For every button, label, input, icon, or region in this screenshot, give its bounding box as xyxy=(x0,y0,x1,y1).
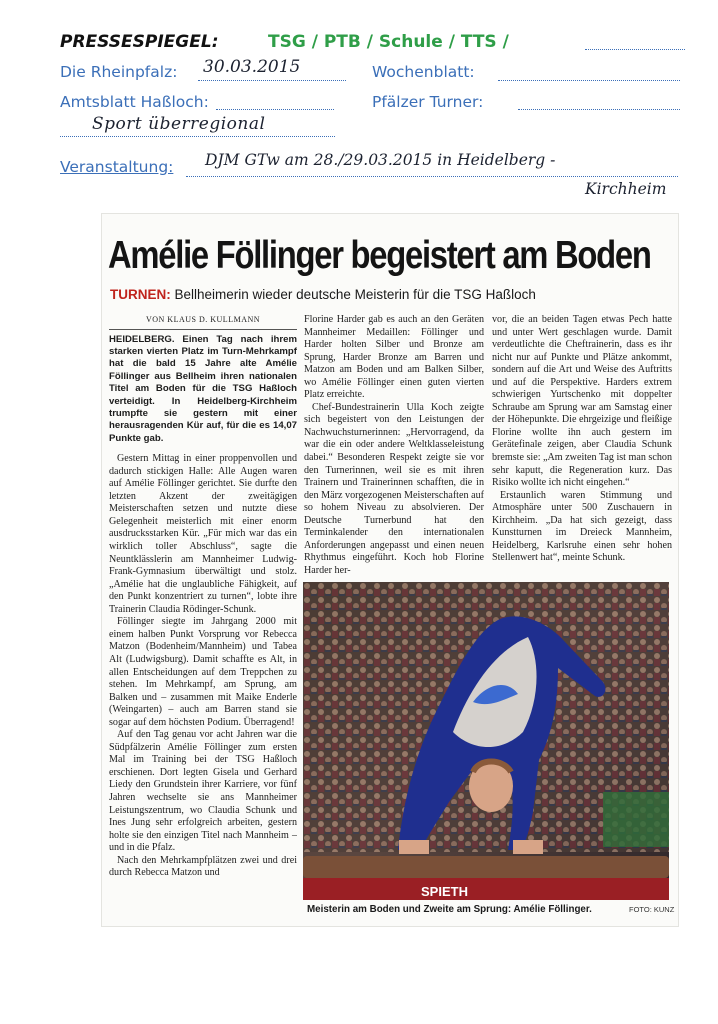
subtitle-text: Bellheimerin wieder deutsche Meisterin für die TSG Haßloch xyxy=(174,287,536,302)
col1-paragraph: Föllinger siegte im Jahrgang 2000 mit einem halben Punkt Vorsprung vor Rebecca Matzon (Bodenheim/Mannheim) und Tabea Alt (Ludwigsburg). Damit schaffte es Alt, in allen Entscheidungen auf dem Treppchen zu stehen. Im Mehrkampf, am Sprung, am Balken und – zusammen mit Maike Enderle (Weingarten) – auch am Barren stand sie sogar auf dem höchsten Podium. Überragend! xyxy=(109,616,297,728)
section-handwritten: Sport überregional xyxy=(92,114,266,134)
byline: VON KLAUS D. KULLMANN xyxy=(109,314,297,330)
photo-caption: Meisterin am Boden und Zweite am Sprung: Amélie Föllinger. xyxy=(307,904,592,915)
pfaelzer-turner-label: Pfälzer Turner: xyxy=(372,93,484,111)
category-list: TSG / PTB / Schule / TTS / xyxy=(268,32,509,52)
veranstaltung-text-2: Kirchheim xyxy=(585,180,667,198)
article-column-3 xyxy=(492,314,672,576)
rheinpfalz-line xyxy=(198,80,346,81)
section-line xyxy=(60,136,335,137)
article-headline: Amélie Föllinger begeistert am Boden xyxy=(108,234,651,277)
wochenblatt-label: Wochenblatt: xyxy=(372,63,475,81)
beam-brand: SPIETH xyxy=(421,884,468,899)
col3-paragraph: Erstaunlich waren Stimmung und Atmosphäre unter 500 Zuschauern in Kirchheim. „Da hat sich gezeigt, dass Kunstturnen im Dreieck Mannheim, Heidelberg, Karlsruhe einen sehr hohen Stellenwert hat“, meinte Schunk. xyxy=(492,489,672,564)
wochenblatt-line xyxy=(498,80,680,81)
amtsblatt-label: Amtsblatt Haßloch: xyxy=(60,93,209,111)
article-subtitle xyxy=(110,287,536,302)
pfaelzer-turner-line xyxy=(518,109,680,110)
photo-credit: FOTO: KUNZ xyxy=(629,905,675,914)
rheinpfalz-date: 30.03.2015 xyxy=(203,57,301,77)
col3-paragraph: vor, die an beiden Tagen etwas Pech hatte und unter Wert geschlagen wurde. Damit verdeutlichte die Cheftrainerin, dass es ihr nicht nur auf Punkte und Plätze ankommt, sondern auf die Art und Weise des Auftritts und auf die Perspektive. Harders extrem schwierigen Yurtschenko mit doppelter Schraube am Sprung war am Samstag einer der Höhepunkte. Die ehrgeizige und fleißige Florine wollte ihn auch gestern im Gerätefinale zeigen, aber Claudia Schunk bremste sie: „Am zweiten Tag ist man schon sehr kaputt, die Regeneration kurz. Das Risiko wollte ich nicht eingehen.“ xyxy=(492,314,672,489)
col2-paragraph: Chef-Bundestrainerin Ulla Koch zeigte sich begeistert von den Leistungen der Nachwuchsturnerinnen: „Hervorragend, da war die ein oder andere Weltklasseleistung dabei.“ Besonderen Respekt zeigte sie vor den Turnerinnen, weil sie es mit ihren Trainern und Trainerinnen schafften, die in den März vorgezogenen Meisterschaften auf so hohem Niveau zu absolvieren. Der Deutsche Turnerbund hat den Terminkalender den internationalen Anforderungen angepasst und einen neuen Rhythmus eingeführt. Koch hob Florine Harder her- xyxy=(304,401,484,576)
gymnast-photo-illustration xyxy=(303,582,669,900)
kicker: TURNEN: xyxy=(110,287,171,302)
gymnast-photo xyxy=(303,582,669,900)
col1-paragraph: Nach den Mehrkampfplätzen zwei und drei durch Rebecca Matzon und xyxy=(109,854,297,879)
lead-paragraph: HEIDELBERG. Einen Tag nach ihrem starken vierten Platz im Turn-Mehrkampf hat die bald 15 Jahre alte Amélie Föllinger aus Bellheim ihren nationalen Titel am Boden für die TSG Haßloch verteidigt. In Heidelberg-Kirchheim trumpfte sie gestern mit einer herausragenden Kür auf, für die es 14,07 Punkte gab. xyxy=(109,333,297,444)
veranstaltung-label: Veranstaltung: xyxy=(60,158,174,176)
amtsblatt-line xyxy=(216,109,334,110)
rheinpfalz-label: Die Rheinpfalz: xyxy=(60,63,178,81)
col2-paragraph: Florine Harder gab es auch an den Geräten Mannheimer Medaillen: Föllinger und Harder holten Silber und Bronze am Sprung, Harder Bronze am Barren und Matzon am Boden und am Balken Silber, wo Amélie Föllinger einen guten vierten Platz erreichte. xyxy=(304,314,484,401)
veranstaltung-line xyxy=(186,176,678,177)
col1-paragraph: Auf den Tag genau vor acht Jahren war die Südpfälzerin Amélie Föllinger zum ersten Mal im Training bei der TSG Haßloch erschienen. Dort legten Gisela und Gerhard Liedy den Grundstein ihrer Karriere, vor fünf Jahren wechselte sie ans Mannheimer Leistungszentrum, wo Claudia Schunk und Ines Jung sehr erfolgreich arbeiten, gestern holte sie den einzigen Titel nach Mannheim – und in die Pfalz. xyxy=(109,729,297,854)
category-line xyxy=(585,49,685,50)
col1-paragraph: Gestern Mittag in einer proppenvollen und dadurch stickigen Halle: Alle Augen waren auf Amélie Föllinger gerichtet. Sie durfte den letzten Akzent der zweitägigen Meisterschaften setzen und nutzte diese Gelegenheit meisterlich mit einer enorm ausdrucksstarken Kür. „Für mich war das ein wirklich toller Abschluss“, sagte die Neuntklässlerin am Mannheimer Ludwig-Frank-Gymnasium überwältigt und stolz. „Amélie hat die unglaubliche Fähigkeit, auf den Punkt konzentriert zu turnen“, lobte ihre Trainerin Claudia Rödinger-Schunk. xyxy=(109,453,297,615)
article-column-1 xyxy=(109,314,297,918)
pressespiegel-label: PRESSESPIEGEL: xyxy=(60,32,219,52)
newspaper-clipping xyxy=(102,214,678,926)
veranstaltung-text: DJM GTw am 28./29.03.2015 in Heidelberg - xyxy=(205,151,556,169)
article-column-2 xyxy=(304,314,484,576)
